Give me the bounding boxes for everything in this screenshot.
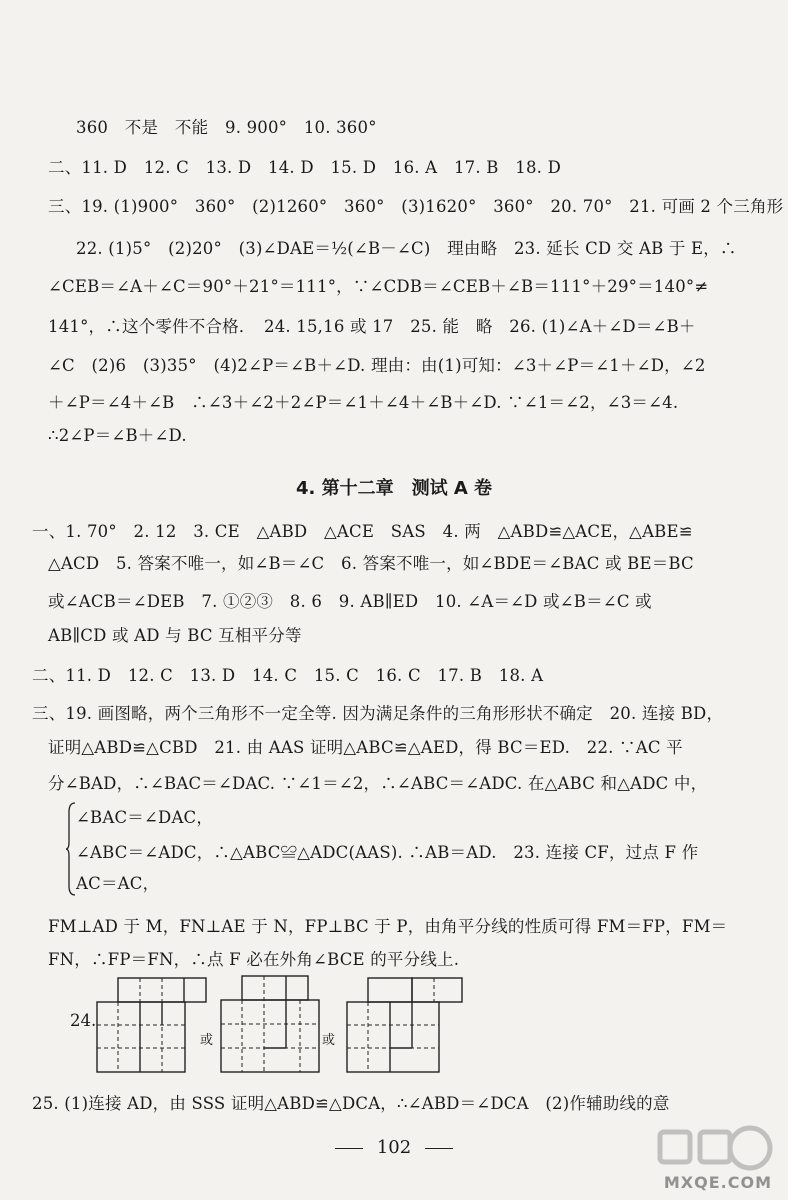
answer-line-7: ∠C (2)6 (3)35° (4)2∠P＝∠B＋∠D. 理由：由(1)可知：∠3＋∠P＝∠1＋∠D，∠2 (48, 356, 706, 375)
answer-line-11: △ACD 5. 答案不唯一，如∠B＝∠C 6. 答案不唯一，如∠BDE＝∠BAC 或 BE＝BC (48, 554, 694, 573)
section-title: 4. 第十二章 测试 A 卷 (295, 478, 493, 499)
answer-line-13: AB∥CD 或 AD 与 BC 互相平分等 (48, 626, 302, 645)
answer-line-2: 二、11. D 12. C 13. D 14. D 15. D 16. A 17. B 18. D (48, 158, 561, 177)
answer-line-1: 360 不是 不能 9. 900° 10. 360° (76, 118, 377, 137)
or-label-2: 或 (322, 1033, 336, 1048)
answer-line-20: AC＝AC， (76, 874, 160, 893)
net-figure-1 (96, 977, 212, 1073)
answer-line-15: 三、19. 画图略，两个三角形不一定全等. 因为满足条件的三角形形状不确定 20. 连接 BD， (32, 704, 724, 723)
answer-line-14: 二、11. D 12. C 13. D 14. C 15. C 16. C 17. B 18. A (32, 666, 544, 685)
watermark-text: MXQE.COM (663, 1173, 772, 1192)
answer-line-12: 或∠ACB＝∠DEB 7. ①②③ 8. 6 9. AB∥ED 10. ∠A＝∠D 或∠B＝∠C 或 (48, 592, 652, 611)
answer-line-16: 证明△ABD≌△CBD 21. 由 AAS 证明△ABC≌△AED，得 BC＝ED. 22. ∵AC 平 (48, 738, 683, 757)
page-number-value: 102 (376, 1137, 412, 1158)
answer-line-4: 22. (1)5° (2)20° (3)∠DAE＝½(∠B－∠C) 理由略 23. 延长 CD 交 AB 于 E，∴ (76, 239, 737, 258)
answer-line-18: ∠BAC＝∠DAC， (76, 808, 214, 827)
page-number-dash-right (425, 1148, 453, 1149)
answer-line-17: 分∠BAD，∴∠BAC＝∠DAC. ∵∠1＝∠2，∴∠ABC＝∠ADC. 在△ABC 和△ADC 中， (48, 774, 708, 793)
answer-line-10: 一、1. 70° 2. 12 3. CE △ABD △ACE SAS 4. 两 △ABD≌△ACE，△ABE≌ (32, 522, 693, 541)
answer-line-19: ∠ABC＝∠ADC，∴△ABC≌△ADC(AAS). ∴AB＝AD. 23. 连接 CF，过点 F 作 (76, 843, 699, 862)
answer-line-8: ＋∠P＝∠4＋∠B ∴∠3＋∠2＋2∠P＝∠1＋∠4＋∠B＋∠D. ∵∠1＝∠2，∠3＝∠4. (48, 393, 679, 412)
or-label-1: 或 (200, 1033, 214, 1048)
answer-line-21: FM⊥AD 于 M，FN⊥AE 于 N，FP⊥BC 于 P，由角平分线的性质可得 FM＝FP，FM＝ (48, 917, 728, 936)
answer-line-9: ∴2∠P＝∠B＋∠D. (48, 426, 187, 445)
net-figure-3 (346, 977, 464, 1075)
answer-line-3: 三、19. (1)900° 360° (2)1260° 360° (3)1620° 360° 20. 70° 21. 可画 2 个三角形 (48, 197, 784, 216)
answer-line-6: 141°，∴这个零件不合格． 24. 15,16 或 17 25. 能 略 26. (1)∠A＋∠D＝∠B＋ (48, 317, 696, 336)
answer-line-5: ∠CEB＝∠A＋∠C＝90°＋21°＝111°，∵∠CDB＝∠CEB＋∠B＝111°＋29°＝140°≠ (48, 277, 709, 296)
system-brace (66, 802, 76, 896)
answer-line-23: 25. (1)连接 AD，由 SSS 证明△ABD≌△DCA，∴∠ABD＝∠DCA (2)作辅助线的意 (32, 1094, 670, 1113)
net-figure-2 (220, 975, 324, 1075)
answer-line-22: FN，∴FP＝FN，∴点 F 必在外角∠BCE 的平分线上. (48, 950, 460, 969)
q24-label: 24. (70, 1011, 97, 1030)
page-number-dash-left (335, 1148, 363, 1149)
